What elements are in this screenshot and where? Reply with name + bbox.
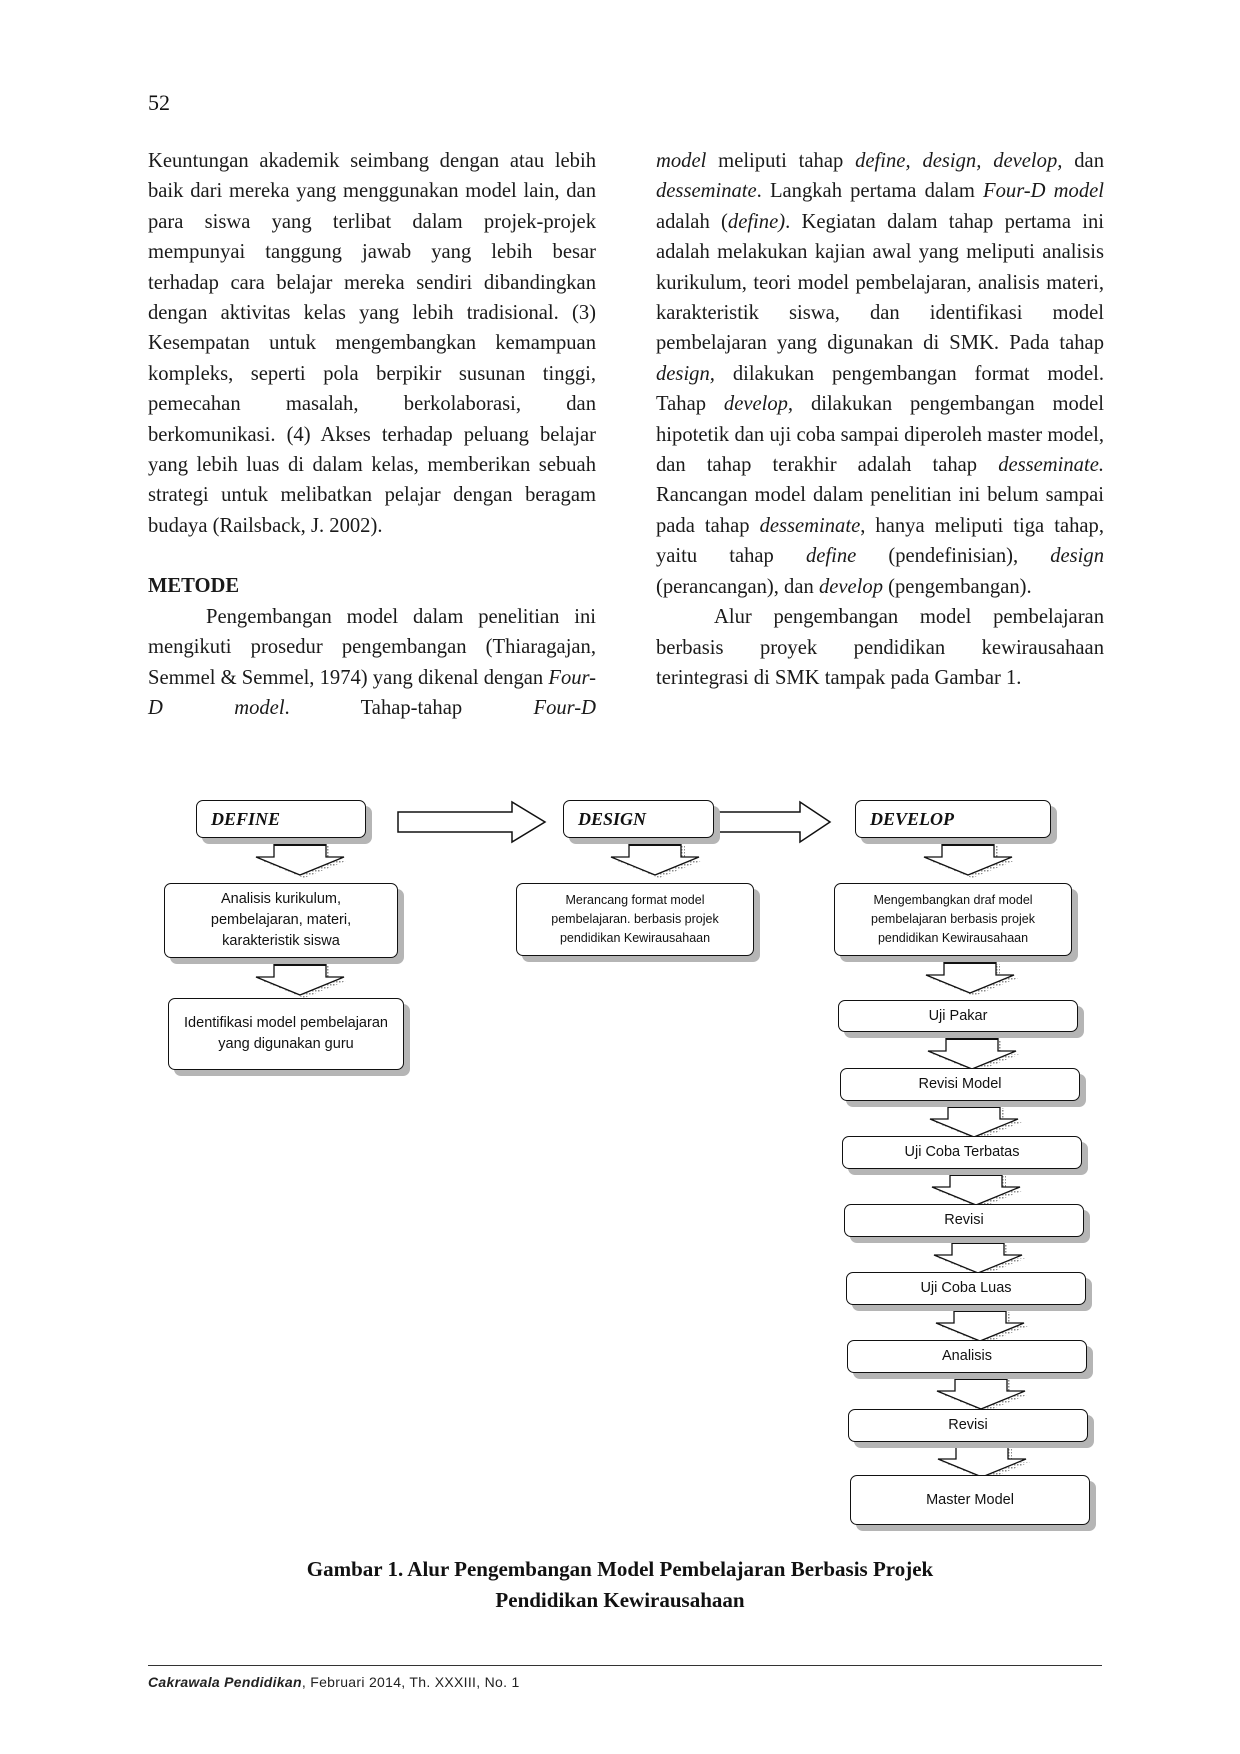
rp-em: desseminate	[759, 514, 861, 537]
develop-step-revisi-model: Revisi Model	[840, 1068, 1080, 1101]
rp-em: develop	[818, 575, 883, 598]
develop-step-revisi-1: Revisi	[844, 1204, 1084, 1237]
rp-text: meliputi tahap	[706, 150, 856, 172]
rp-text: adalah (	[656, 210, 728, 233]
down-arrow	[930, 1105, 1022, 1140]
down-arrow	[936, 1309, 1028, 1344]
down-arrow	[611, 843, 703, 878]
down-arrow	[926, 961, 1018, 996]
arrow-define-to-design	[398, 802, 545, 842]
develop-step-uji-pakar: Uji Pakar	[838, 1000, 1078, 1032]
left-para2-text-a: Pengembangan model dalam penelitian ini mengikuti prosedur pengembangan (Thiaragajan, Semmel & Semmel, 1974) yang dikenal dengan	[148, 605, 596, 689]
down-arrow	[928, 1037, 1020, 1072]
rp-text: Rancangan model dalam penelitian ini belum sampai pada tahap	[656, 484, 1104, 537]
develop-step-uji-coba-luas: Uji Coba Luas	[846, 1272, 1086, 1305]
arrow-design-to-develop	[713, 802, 830, 842]
develop-step-revisi-2: Revisi	[848, 1409, 1088, 1442]
develop-step-analisis: Analisis	[847, 1340, 1087, 1373]
rp-text: dilakukan pengembangan format model. Tahap	[656, 362, 1104, 416]
stage-design: DESIGN	[563, 800, 714, 838]
left-para2-em-2: Four-D	[533, 696, 596, 719]
develop-step-mengembangkan: Mengembangkan draf model pembelajaran berbasis projek pendidikan Kewirausahaan	[834, 883, 1072, 956]
rp-em: develop,	[723, 393, 794, 416]
rp-em: define, design, develop,	[855, 150, 1063, 172]
rp-em: define)	[727, 210, 786, 233]
rp-em: Four-D model	[983, 180, 1104, 203]
left-para2-em-1: Four-D model	[148, 666, 596, 719]
left-paragraph-1: Keuntungan akademik seimbang dengan atau lebih baik dari mereka yang menggunakan model lain, dan para siswa yang terlibat dalam projek-projek mempunyai tanggung jawab yang lebih besar terhadap cara belajar mereka sendiri dibandingkan dengan aktivitas kelas yang lebih tradisional. (3) Kesempatan untuk mengembangkan kemampuan kompleks, seperti pola berpikir susunan tinggi, pemecahan masalah, berkolaborasi, dan berkomunikasi. (4) Akses terhadap peluang belajar yang lebih luas di dalam kelas, memberikan sebuah strategi untuk melibatkan pelajar dengan beragam budaya (Railsback, J. 2002).	[148, 150, 596, 537]
figure-caption-line-1: Gambar 1. Alur Pengembangan Model Pembelajaran Berbasis Projek	[306, 1557, 934, 1581]
rp-em: define	[805, 545, 857, 568]
footer-journal-name: Cakrawala Pendidikan	[148, 1674, 302, 1690]
rp-em: design,	[656, 362, 715, 385]
rp-text: , hanya meliputi tiga tahap, yaitu tahap	[656, 514, 1104, 568]
design-step-merancang: Merancang format model pembelajaran. berbasis projek pendidikan Kewirausahaan	[516, 883, 754, 956]
down-arrow	[937, 1377, 1029, 1412]
section-heading-metode: METODE	[148, 575, 240, 598]
rp-text: . Langkah pertama dalam	[756, 180, 984, 203]
define-step-identifikasi: Identifikasi model pembelajaran yang digunakan guru	[168, 998, 404, 1070]
down-arrow	[256, 963, 348, 998]
down-arrow	[934, 1241, 1026, 1276]
page-number: 52	[148, 90, 170, 115]
develop-step-uji-coba-terbatas: Uji Coba Terbatas	[842, 1136, 1082, 1169]
figure-caption-line-2: Pendidikan Kewirausahaan	[495, 1588, 745, 1612]
stage-develop: DEVELOP	[855, 800, 1051, 838]
down-arrow	[932, 1173, 1024, 1208]
rp-text: (pendefinisian),	[856, 545, 1051, 568]
rp-text: (perancangan), dan	[656, 575, 819, 598]
rp-text: . Kegiatan dalam tahap pertama ini adalah melakukan kajian awal yang meliputi analisis kurikulum, teori model pembelajaran, analisis materi, karakteristik siswa, dan identifikasi model pembelajaran yang digunakan di SMK. Pada tahap	[656, 210, 1104, 355]
define-step-analisis: Analisis kurikulum, pembelajaran, materi, karakteristik siswa	[164, 883, 398, 958]
footer-issue: , Februari 2014, Th. XXXIII, No. 1	[301, 1674, 520, 1690]
figure-caption	[200, 1554, 1040, 1616]
page-footer	[148, 1674, 520, 1690]
down-arrow	[256, 843, 348, 878]
rp-em: design	[1050, 545, 1105, 568]
footer-divider	[148, 1665, 1102, 1666]
rp-em: desseminate.	[998, 454, 1104, 477]
right-paragraph-2: Alur pengembangan model pembelajaran berbasis proyek pendidikan kewirausahaan terintegrasi di SMK tampak pada Gambar 1.	[656, 606, 1104, 689]
rp-text: dilakukan pengembangan model hipotetik dan uji coba sampai diperoleh master model, dan tahap terakhir adalah tahap	[656, 393, 1104, 477]
rp-text: dan	[1062, 150, 1104, 172]
left-para2-text-b: . Tahap-tahap	[284, 696, 534, 719]
develop-step-master-model: Master Model	[850, 1475, 1090, 1525]
stage-define: DEFINE	[196, 800, 366, 838]
rp-em: desseminate	[656, 180, 757, 203]
down-arrow	[924, 843, 1016, 878]
rp-text: (pengembangan).	[883, 575, 1032, 598]
rp-em: model	[656, 150, 707, 172]
